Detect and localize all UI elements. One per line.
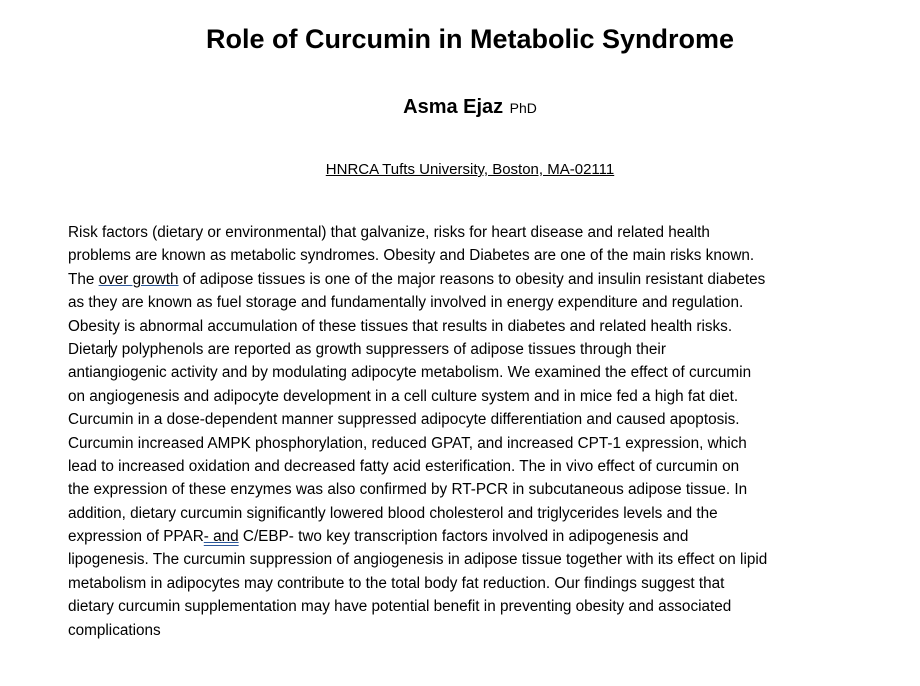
author-degree: PhD bbox=[509, 100, 537, 116]
author-name: Asma Ejaz bbox=[403, 96, 504, 118]
abstract-line: dietary curcumin supplementation may have potential benefit in preventing obesity and associated bbox=[68, 598, 732, 616]
abstract-line: as they are known as fuel storage and fundamentally involved in energy expenditure and regulation. bbox=[68, 294, 744, 312]
grammar-flagged-text[interactable]: over growth bbox=[98, 270, 179, 288]
text-run: expression of PPAR bbox=[68, 528, 204, 546]
text-run: of adipose tissues is one of the major reasons to obesity and insulin resistant diabetes bbox=[178, 270, 766, 288]
document-title: Role of Curcumin in Metabolic Syndrome bbox=[205, 24, 735, 54]
abstract-line: antiangiogenic activity and by modulating adipocyte metabolism. We examined the effect of curcumin bbox=[68, 364, 752, 382]
abstract-line bbox=[68, 338, 888, 361]
text-run: Dietar bbox=[68, 340, 109, 358]
abstract-paragraph[interactable] bbox=[68, 221, 888, 642]
abstract-line bbox=[68, 525, 888, 548]
affiliation: HNRCA Tufts University, Boston, MA-02111 bbox=[325, 161, 615, 178]
abstract-line: lipogenesis. The curcumin suppression of angiogenesis in adipose tissue together with its effect on lipid bbox=[68, 551, 768, 569]
abstract-line: addition, dietary curcumin significantly lowered blood cholesterol and triglycerides levels and the bbox=[68, 504, 718, 522]
abstract-line: Curcumin in a dose-dependent manner suppressed adipocyte differentiation and caused apoptosis. bbox=[68, 411, 740, 429]
abstract-line: complications bbox=[68, 621, 161, 639]
abstract-line: Obesity is abnormal accumulation of these tissues that results in diabetes and related health risks. bbox=[68, 317, 733, 335]
text-run: The bbox=[68, 270, 99, 288]
abstract-line: Curcumin increased AMPK phosphorylation, reduced GPAT, and increased CPT-1 expression, which bbox=[68, 434, 747, 452]
abstract-line: the expression of these enzymes was also confirmed by RT-PCR in subcutaneous adipose tissue. In bbox=[68, 481, 748, 499]
abstract-line: lead to increased oxidation and decreased fatty acid esterification. The in vivo effect of curcumin on bbox=[68, 457, 740, 475]
text-run: C/EBP- two key transcription factors involved in adipogenesis and bbox=[238, 528, 689, 546]
abstract-line: metabolism in adipocytes may contribute to the total body fat reduction. Our findings suggest that bbox=[68, 574, 725, 592]
grammar-flagged-text[interactable]: - and bbox=[203, 528, 239, 546]
abstract-line: problems are known as metabolic syndromes. Obesity and Diabetes are one of the main risks known. bbox=[68, 247, 755, 265]
abstract-line: on angiogenesis and adipocyte development in a cell culture system and in mice fed a high fat diet. bbox=[68, 387, 739, 405]
abstract-line bbox=[68, 268, 888, 291]
abstract-line: Risk factors (dietary or environmental) that galvanize, risks for heart disease and related health bbox=[68, 224, 710, 241]
text-run: y polyphenols are reported as growth suppressers of adipose tissues through their bbox=[109, 340, 666, 358]
author-line bbox=[0, 96, 920, 119]
